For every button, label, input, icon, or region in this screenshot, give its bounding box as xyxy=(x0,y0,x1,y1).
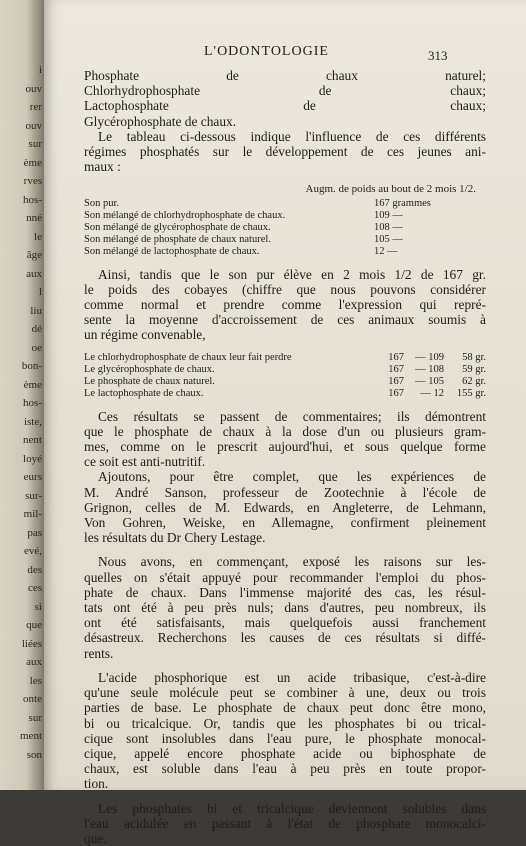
row-value: 167 grammes xyxy=(374,197,431,209)
table-row xyxy=(84,222,486,234)
margin-fragment: liu xyxy=(30,304,42,317)
text-line: ont été satisfaisants, mais quelquefois aussi franchement xyxy=(84,615,486,631)
row-minus: — 108 xyxy=(415,363,444,375)
row-initial: 167 xyxy=(388,387,404,399)
margin-fragment: aux xyxy=(26,656,42,668)
phosphate-list xyxy=(84,68,486,129)
margin-fragment: oe xyxy=(31,341,42,354)
row-label: Le chlorhydrophosphate de chaux leur fait perdre xyxy=(84,351,292,363)
row-initial: 167 xyxy=(388,375,404,387)
row-label: Son mélangé de glycérophosphate de chaux. xyxy=(84,221,271,233)
margin-fragment: le xyxy=(34,230,42,243)
margin-fragment: eurs xyxy=(23,471,42,483)
text-line: cique sont insolubles dans l'eau pure, le phosphate monocal- xyxy=(84,730,486,746)
row-result: 62 gr. xyxy=(462,375,486,387)
margin-fragment: liées xyxy=(21,637,42,650)
table-row xyxy=(84,198,486,210)
text-line: un régime convenable, xyxy=(84,327,206,343)
margin-fragment: que xyxy=(26,619,42,631)
page-body xyxy=(84,68,486,846)
text-line: M. André Sanson, professeur de Zootechnie à l'école de xyxy=(84,484,486,500)
table-row xyxy=(84,352,486,364)
text-line: désastreux. Recherchons les causes de ces résultats si diffé- xyxy=(84,630,486,646)
row-label: Son mélangé de lactophosphate de chaux. xyxy=(84,245,260,257)
row-label: Le glycérophosphate de chaux. xyxy=(84,363,215,375)
margin-fragment: ouv xyxy=(25,82,42,95)
margin-fragment: ment xyxy=(20,730,42,742)
margin-fragment: i xyxy=(38,64,42,76)
text-line: Lactophosphate de chaux; xyxy=(84,98,486,114)
margin-fragment: des xyxy=(27,563,42,576)
weight-loss-table xyxy=(84,352,486,400)
margin-fragment: onte xyxy=(23,693,42,705)
text-line: Le tableau ci-dessous indique l'influence de ces différents xyxy=(98,128,486,144)
margin-fragment: sur- xyxy=(25,489,42,502)
margin-fragment: âge xyxy=(26,249,42,261)
margin-fragment: hos- xyxy=(23,193,42,206)
margin-fragment: rves xyxy=(23,175,42,187)
margin-fragment: les xyxy=(29,674,42,687)
text-line: L'acide phosphorique est un acide tribasique, c'est-à-dire xyxy=(98,669,486,685)
text-line: Phosphate de chaux naturel; xyxy=(84,68,486,83)
margin-fragment: son xyxy=(26,748,42,761)
row-initial: 167 xyxy=(388,351,404,363)
margin-fragment: iste, xyxy=(23,415,42,428)
row-minus: — 12 xyxy=(420,387,444,399)
paragraph-nous-avons xyxy=(84,554,486,660)
row-minus: — 109 xyxy=(415,351,444,363)
row-label: Son mélangé de phosphate de chaux naturel. xyxy=(84,233,271,245)
margin-fragment: mil- xyxy=(23,508,42,520)
text-line: rents. xyxy=(84,645,114,661)
text-line: tats ont été à peu près nuls; dans d'autres, peu nombreux, ils xyxy=(84,600,486,616)
margin-fragment: si xyxy=(34,600,42,613)
row-initial: 167 xyxy=(388,363,404,375)
table-row xyxy=(84,388,486,400)
row-result: 155 gr. xyxy=(456,387,486,399)
text-line: le poids des cobayes (chiffre que nous pouvons considérer xyxy=(84,281,486,297)
text-line: qu'une seule molécule peut se combiner à une, deux ou trois xyxy=(84,685,486,701)
margin-fragment: ème xyxy=(23,378,42,391)
text-line: l'eau acidulée en passant à l'état de phosphate monocalci- xyxy=(84,815,486,831)
row-label: Son pur. xyxy=(84,197,120,209)
row-value: 12 — xyxy=(374,245,398,257)
table-row xyxy=(84,376,486,388)
text-line: comme normal et prendre comme l'expression qui repré- xyxy=(84,297,486,313)
row-minus: — 105 xyxy=(415,375,444,387)
margin-fragment: sur xyxy=(28,711,42,724)
margin-fragment: loyé xyxy=(23,452,42,465)
text-line: Ces résultats se passent de commentaires; ils démontrent xyxy=(98,408,486,424)
text-line: Nous avons, en commençant, exposé les raisons sur les- xyxy=(98,554,486,570)
intro-paragraph xyxy=(84,129,486,175)
text-line: chaux, est soluble dans l'eau à peu près en toute propor- xyxy=(84,761,486,777)
margin-fragment: evé, xyxy=(23,545,42,557)
text-line: quelles on s'était appuyé pour recommander l'emploi du phos- xyxy=(84,569,486,585)
text-line: Les phosphates bi et tricalcique deviennent solubles dans xyxy=(98,800,486,816)
table-row xyxy=(84,246,486,258)
margin-fragment: hos- xyxy=(23,397,42,409)
text-line: cique, appelé encore phosphate acide ou biphosphate de xyxy=(84,745,486,761)
left-facing-page xyxy=(0,0,44,790)
margin-fragment: bon- xyxy=(21,360,42,372)
margin-fragment: sur xyxy=(28,138,42,150)
text-line: sente la moyenne d'accroissement de ces animaux soumis à xyxy=(84,312,486,328)
row-value: 108 — xyxy=(374,221,403,233)
row-result: 58 gr. xyxy=(462,351,486,363)
text-line: Von Gohren, Weiske, en Allemagne, confirment pleinement xyxy=(84,515,486,531)
margin-fragment: dé xyxy=(31,323,42,335)
table-row xyxy=(84,364,486,376)
margin-fragment: aux xyxy=(26,267,42,280)
margin-fragment: ouv xyxy=(25,119,42,132)
row-label: Le phosphate de chaux naturel. xyxy=(84,375,215,387)
paragraph-acide-phosphorique xyxy=(84,670,486,792)
row-value: 109 — xyxy=(374,209,403,221)
margin-fragment: l xyxy=(38,286,42,298)
row-label: Le lactophosphate de chaux. xyxy=(84,387,204,399)
text-line: régimes phosphatés sur le développement de ces jeunes ani- xyxy=(84,144,486,160)
text-line: ce soit est anti-nutritif. xyxy=(84,454,206,470)
text-line: que. xyxy=(84,830,107,846)
row-value: 105 — xyxy=(374,233,403,245)
table-row xyxy=(84,210,486,222)
paragraph-ainsi xyxy=(84,267,486,343)
weight-gain-table xyxy=(84,198,486,258)
paragraph-phosphates-bi xyxy=(84,801,486,846)
text-line: phate de chaux. Dans l'immense majorité des cas, les résul- xyxy=(84,584,486,600)
book-page xyxy=(44,0,526,846)
text-line: bi ou tricalcique. Or, tandis que les phosphates bi ou trical- xyxy=(84,715,486,731)
margin-fragment: ème xyxy=(23,156,42,169)
table1-header: Augm. de poids au bout de 2 mois 1/2. xyxy=(305,183,476,196)
page-number: 313 xyxy=(428,48,448,63)
margin-fragment: ces xyxy=(27,582,42,594)
row-result: 59 gr. xyxy=(462,363,486,375)
margin-fragment: nné xyxy=(26,212,42,224)
text-line: Chlorhydrophosphate de chaux; xyxy=(84,83,486,99)
margin-fragment: rer xyxy=(29,101,42,113)
text-line: tion. xyxy=(84,776,109,792)
text-line: Grignon, celles de M. Edwards, en Angleterre, de Lehmann, xyxy=(84,499,486,515)
text-line: parties de base. Le phosphate de chaux peut donc être mono, xyxy=(84,700,486,716)
paragraph-ajoutons xyxy=(84,469,486,545)
text-line: les résultats du Dr Chery Lestage. xyxy=(84,530,266,546)
text-line: Ajoutons, pour être complet, que les expériences de xyxy=(98,469,486,485)
row-label: Son mélangé de chlorhydrophosphate de chaux. xyxy=(84,209,286,221)
text-line: maux : xyxy=(84,159,121,175)
paragraph-resultats xyxy=(84,409,486,470)
text-line: mes, comme on le prescrit aujourd'hui, et sous quelque forme xyxy=(84,439,486,455)
margin-fragment: pas xyxy=(27,526,42,539)
text-line: Glycérophosphate de chaux. xyxy=(84,113,237,129)
margin-fragment: nent xyxy=(23,434,42,446)
text-line: Ainsi, tandis que le son pur élève en 2 mois 1/2 de 167 gr. xyxy=(98,266,486,282)
running-header-title: L'ODONTOLOGIE xyxy=(204,44,329,59)
text-line: que le phosphate de chaux à la dose d'un ou plusieurs gram- xyxy=(84,423,486,439)
table-row xyxy=(84,234,486,246)
